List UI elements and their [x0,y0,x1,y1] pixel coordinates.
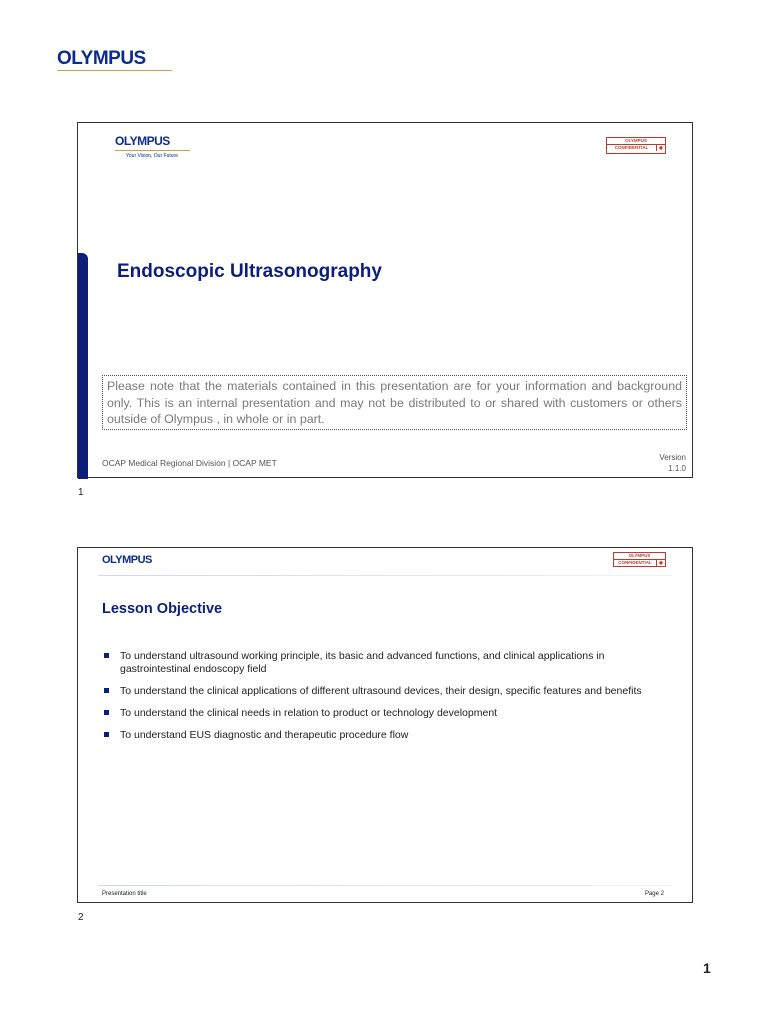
list-item-text: To understand EUS diagnostic and therapeutic procedure flow [120,729,409,741]
list-item [102,729,672,742]
confidential-stamp [606,137,666,154]
confidentiality-notice: Please note that the materials contained in this presentation are for your information and background only. This is an internal presentation and may not be distributed to or shared with customers or others outside of Olympus , in whole or in part. [102,375,687,430]
list-item [102,685,672,698]
header-divider [98,575,672,576]
stamp-brand: OLYMPUS [628,553,651,558]
slide-1-number: 1 [78,487,84,498]
square-bullet-icon [104,732,109,737]
logo-underline [57,70,172,71]
slide-1-logo: OLYMPUS [115,134,170,148]
stamp-mark-icon: ◉ [656,145,665,151]
page-number: 1 [703,960,711,976]
slide-2 [77,547,693,903]
slide-1-tagline: Your Vision, Our Future [126,153,178,159]
slide-1-footer: OCAP Medical Regional Division | OCAP MET [102,458,277,468]
list-item [102,650,672,676]
presentation-title-footer: Presentation title [102,891,147,897]
version-label: Version [659,453,686,462]
olympus-logo: OLYMPUS [57,48,146,69]
slide-1-title: Endoscopic Ultrasonography [117,261,382,282]
confidential-stamp [613,552,666,567]
list-item-text: To understand ultrasound working principle, its basic and advanced functions, and clinical applications in gastrointestinal endoscopy field [120,650,605,675]
accent-bar [78,253,88,479]
stamp-mark-icon: ◉ [656,560,665,566]
slide-2-number: 2 [78,912,84,923]
slide-1 [77,122,693,478]
version-number: 1.1.0 [668,464,686,473]
slide-1-logo-underline [115,150,190,151]
version-info [659,452,686,474]
stamp-label: CONFIDENTIAL [614,145,649,150]
list-item-text: To understand the clinical applications of different ultrasound devices, their design, specific features and benefits [120,685,642,697]
square-bullet-icon [104,710,109,715]
objectives-list [102,650,672,751]
list-item [102,707,672,720]
stamp-label: CONFIDENTIAL [618,560,652,565]
slide-2-title: Lesson Objective [102,601,223,617]
footer-divider [98,885,672,886]
square-bullet-icon [104,688,109,693]
list-item-text: To understand the clinical needs in relation to product or technology development [120,707,498,719]
slide-2-logo: OLYMPUS [102,554,152,566]
square-bullet-icon [104,653,109,658]
page-label-footer: Page 2 [644,891,664,897]
stamp-brand: OLYMPUS [625,138,647,143]
